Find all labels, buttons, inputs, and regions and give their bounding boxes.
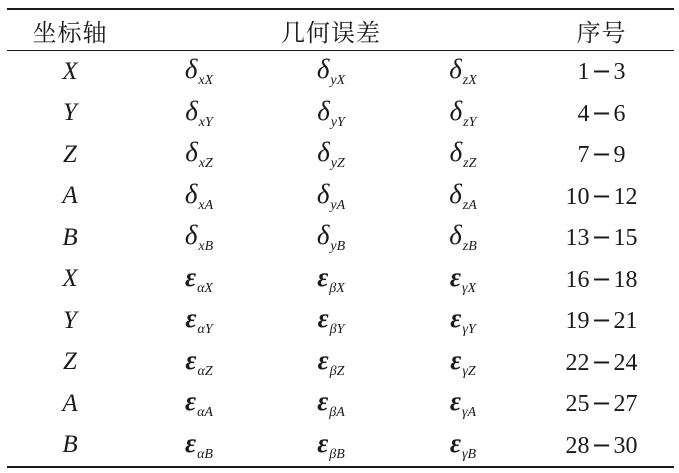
error-cell-3 [397, 262, 529, 297]
error-subscript: xA [198, 197, 214, 213]
table-row [7, 300, 674, 342]
error-cell-1 [133, 428, 265, 463]
error-symbol: δ [316, 220, 330, 251]
error-cell-3 [397, 137, 529, 172]
error-symbol: ε [449, 261, 461, 292]
sequence-from: 22 [565, 349, 590, 376]
table-row [7, 217, 674, 259]
error-table [7, 8, 674, 468]
error-symbol: ε [317, 261, 329, 292]
axis-cell: A [62, 182, 78, 210]
table-row [7, 51, 674, 93]
sequence-cell [529, 431, 674, 460]
error-cell-1 [133, 303, 265, 338]
error-cell-1 [133, 220, 265, 255]
error-subscript: zB [462, 239, 477, 255]
error-subscript: αX [197, 280, 213, 296]
error-cell-2 [265, 345, 397, 380]
sequence-from: 13 [565, 225, 590, 252]
table-row [7, 342, 674, 384]
error-subscript: αY [197, 322, 213, 338]
error-subscript: γA [462, 405, 477, 421]
header-axis: 坐标轴 [32, 18, 108, 47]
error-cell-1 [133, 386, 265, 421]
error-cell-1 [133, 345, 265, 380]
error-subscript: yB [330, 239, 346, 255]
error-symbol: δ [449, 95, 463, 126]
header-sequence: 序号 [576, 18, 627, 47]
sequence-dash: − [591, 347, 612, 376]
error-cell-2 [265, 220, 397, 255]
error-symbol: ε [449, 427, 461, 458]
sequence-from: 1 [577, 59, 590, 86]
error-subscript: βA [329, 405, 345, 421]
error-symbol: δ [316, 54, 330, 85]
sequence-to: 30 [613, 432, 638, 459]
error-cell-2 [265, 179, 397, 214]
sequence-cell [529, 306, 674, 335]
error-cell-2 [265, 303, 397, 338]
sequence-cell [529, 99, 674, 128]
error-cell-2 [265, 137, 397, 172]
error-symbol: ε [317, 303, 329, 334]
error-symbol: δ [449, 137, 463, 168]
error-symbol: δ [184, 54, 198, 85]
error-subscript: αB [197, 446, 213, 462]
error-symbol: δ [317, 137, 330, 168]
error-symbol: ε [449, 386, 461, 417]
error-symbol: δ [316, 178, 330, 209]
error-cell-1 [133, 54, 265, 89]
sequence-cell [529, 182, 674, 211]
error-symbol: δ [184, 178, 198, 209]
error-symbol: ε [317, 427, 329, 458]
error-symbol: δ [185, 95, 198, 126]
sequence-to: 6 [613, 100, 626, 127]
error-subscript: xB [198, 239, 214, 255]
error-cell-2 [265, 386, 397, 421]
error-subscript: zX [462, 73, 477, 89]
error-cell-3 [397, 386, 529, 421]
sequence-cell [529, 265, 674, 294]
axis-cell: Y [63, 306, 77, 334]
header-geometric-error: 几何误差 [281, 18, 381, 47]
error-subscript: βB [329, 446, 345, 462]
sequence-dash: − [591, 223, 612, 252]
error-symbol: ε [185, 344, 197, 375]
axis-cell: Z [63, 140, 77, 168]
error-cell-2 [265, 96, 397, 131]
error-symbol: ε [185, 303, 197, 334]
error-cell-2 [265, 54, 397, 89]
sequence-cell [529, 140, 674, 169]
sequence-from: 4 [577, 100, 590, 127]
error-symbol: δ [449, 54, 462, 85]
sequence-dash: − [591, 57, 612, 86]
sequence-dash: − [591, 140, 612, 169]
error-symbol: ε [450, 303, 462, 334]
error-cell-3 [397, 303, 529, 338]
error-symbol: δ [184, 220, 198, 251]
error-subscript: βY [329, 322, 345, 338]
error-symbol: δ [449, 178, 462, 209]
error-cell-3 [397, 345, 529, 380]
sequence-dash: − [591, 98, 612, 127]
error-symbol: ε [317, 344, 329, 375]
error-subscript: γB [462, 446, 477, 462]
sequence-dash: − [591, 181, 612, 210]
error-cell-3 [397, 428, 529, 463]
error-cell-2 [265, 428, 397, 463]
error-subscript: αZ [197, 363, 213, 379]
sequence-to: 15 [613, 225, 638, 252]
error-symbol: ε [317, 386, 329, 417]
error-subscript: yA [330, 197, 346, 213]
error-cell-3 [397, 179, 529, 214]
table-header [7, 10, 674, 50]
sequence-from: 28 [565, 432, 590, 459]
table-row [7, 425, 674, 467]
sequence-from: 7 [577, 142, 590, 169]
error-symbol: ε [185, 386, 197, 417]
error-cell-1 [133, 137, 265, 172]
table-row [7, 134, 674, 176]
table-row [7, 93, 674, 135]
sequence-cell [529, 389, 674, 418]
error-cell-3 [397, 54, 529, 89]
sequence-to: 9 [613, 142, 626, 169]
axis-cell: Y [63, 99, 77, 127]
error-cell-1 [133, 179, 265, 214]
sequence-dash: − [591, 306, 612, 335]
error-subscript: γX [462, 280, 477, 296]
error-subscript: xZ [198, 156, 213, 172]
sequence-cell [529, 223, 674, 252]
sequence-dash: − [591, 430, 612, 459]
axis-cell: X [62, 265, 78, 293]
table-row [7, 176, 674, 218]
sequence-to: 3 [613, 59, 626, 86]
sequence-from: 19 [565, 308, 590, 335]
table-row [7, 383, 674, 425]
error-symbol: ε [450, 344, 462, 375]
table-body [7, 51, 674, 466]
bottom-rule [7, 466, 674, 468]
axis-cell: B [62, 431, 78, 459]
error-subscript: zA [462, 197, 477, 213]
error-cell-1 [133, 262, 265, 297]
sequence-dash: − [591, 264, 612, 293]
error-subscript: βZ [329, 363, 345, 379]
axis-cell: X [62, 57, 78, 85]
error-subscript: yX [330, 73, 346, 89]
error-subscript: zZ [463, 156, 477, 172]
error-symbol: ε [185, 261, 197, 292]
sequence-from: 25 [565, 391, 590, 418]
axis-cell: A [62, 389, 78, 417]
sequence-to: 18 [613, 266, 638, 293]
sequence-to: 12 [613, 183, 638, 210]
error-subscript: yZ [330, 156, 345, 172]
sequence-to: 21 [613, 308, 638, 335]
sequence-to: 27 [613, 391, 638, 418]
error-symbol: δ [185, 137, 198, 168]
error-cell-3 [397, 96, 529, 131]
error-symbol: δ [317, 95, 330, 126]
error-subscript: xX [198, 73, 214, 89]
error-subscript: zY [463, 114, 477, 130]
error-symbol: δ [449, 220, 462, 251]
error-subscript: yY [330, 114, 345, 130]
error-subscript: γY [462, 322, 476, 338]
error-subscript: γZ [462, 363, 476, 379]
error-cell-1 [133, 96, 265, 131]
sequence-from: 16 [565, 266, 590, 293]
error-subscript: xY [198, 114, 213, 130]
error-subscript: βX [329, 280, 345, 296]
error-cell-2 [265, 262, 397, 297]
sequence-dash: − [591, 389, 612, 418]
table-row [7, 259, 674, 301]
sequence-cell [529, 57, 674, 86]
error-symbol: ε [185, 427, 197, 458]
error-subscript: αA [197, 405, 213, 421]
sequence-cell [529, 348, 674, 377]
error-cell-3 [397, 220, 529, 255]
axis-cell: Z [63, 348, 77, 376]
axis-cell: B [62, 223, 78, 251]
sequence-from: 10 [565, 183, 590, 210]
sequence-to: 24 [613, 349, 638, 376]
